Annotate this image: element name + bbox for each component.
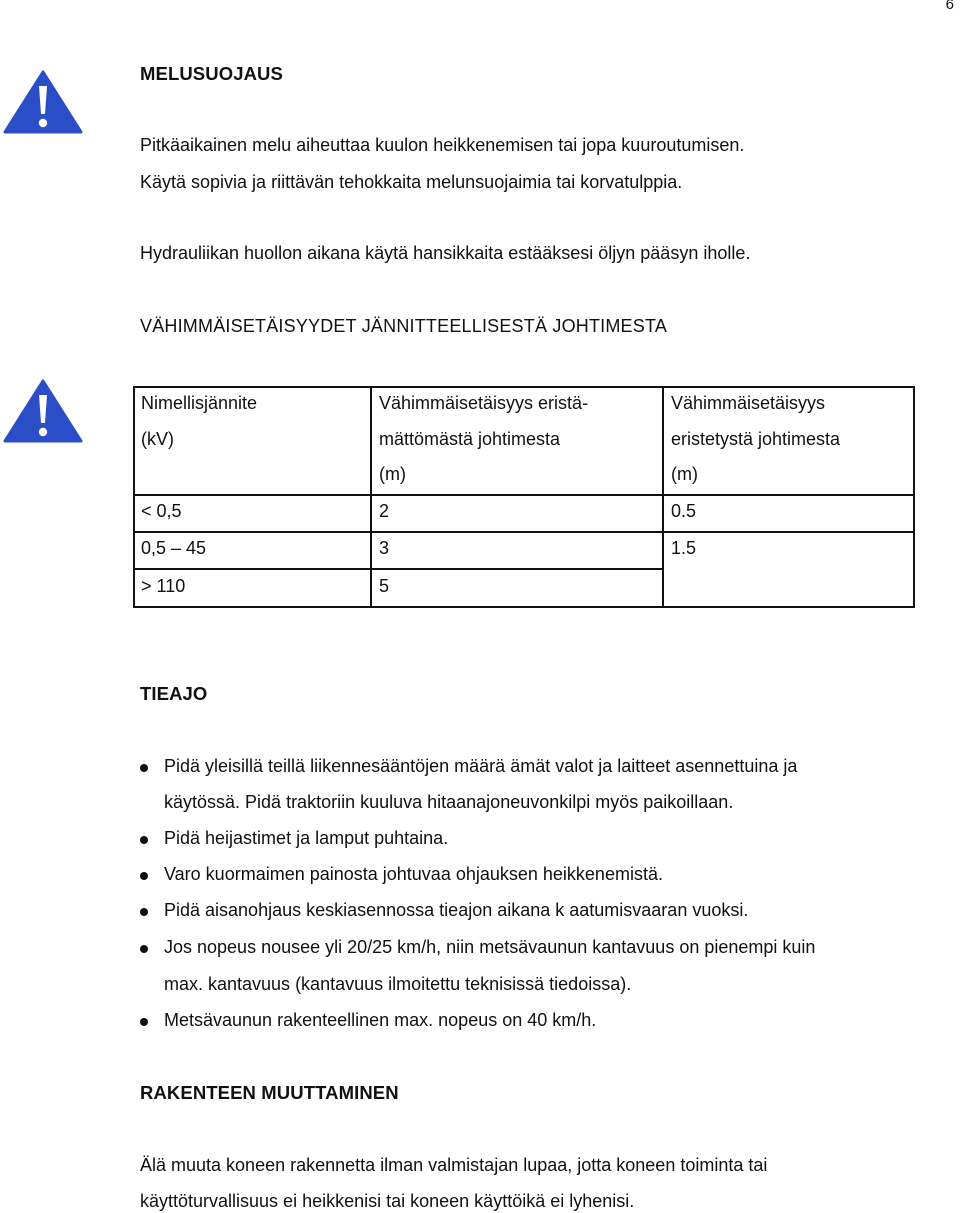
table-row-divider (135, 494, 913, 496)
table-header-insulated-unit: (m) (671, 464, 698, 484)
table-cell: < 0,5 (141, 501, 182, 521)
table-cell: > 110 (141, 576, 186, 596)
table-cell: 3 (379, 538, 390, 558)
table-cell: 0,5 – 45 (141, 538, 207, 558)
table-row-divider (135, 568, 662, 570)
road-rule-line: max. kantavuus (kantavuus ilmoitettu teknisissä tiedoissa). (164, 974, 632, 994)
bullet-icon (140, 872, 148, 880)
section-heading-tieajo: TIEAJO (140, 683, 208, 704)
bullet-icon (140, 764, 148, 772)
table-header-voltage-unit: (kV) (141, 429, 174, 449)
bullet-icon (140, 1018, 148, 1026)
noise-paragraph-line: Käytä sopivia ja riittävän tehokkaita melunsuojaimia tai korvatulppia. (140, 172, 683, 192)
road-rule-line: Pidä aisanohjaus keskiasennossa tieajon aikana k aatumisvaaran vuoksi. (164, 900, 749, 920)
noise-paragraph-line: Pitkäaikainen melu aiheuttaa kuulon heikkenemisen tai jopa kuuroutumisen. (140, 135, 745, 155)
road-rule-line: Varo kuormaimen painosta johtuvaa ohjauksen heikkenemistä. (164, 864, 663, 884)
section-heading-melusuojaus: MELUSUOJAUS (140, 63, 283, 84)
table-header-uninsulated: Vähimmäisetäisyys eristä- (379, 393, 589, 413)
table-row-divider (135, 531, 913, 533)
road-rule-line: käytössä. Pidä traktoriin kuuluva hitaanajoneuvonkilpi myös paikoillaan. (164, 792, 734, 812)
table-header-uninsulated: mättömästä johtimesta (379, 429, 561, 449)
minimum-distance-table (133, 386, 915, 608)
table-header-uninsulated-unit: (m) (379, 464, 406, 484)
road-rule-line: Pidä yleisillä teillä liikennesääntöjen määrä ämät valot ja laitteet asennettuina ja (164, 756, 798, 776)
warning-triangle-icon (3, 379, 83, 443)
road-rule-line: Pidä heijastimet ja lamput puhtaina. (164, 828, 449, 848)
table-cell: 1.5 (671, 538, 697, 558)
section-heading-rakenteen-muuttaminen: RAKENTEEN MUUTTAMINEN (140, 1082, 399, 1103)
modification-paragraph-line: käyttöturvallisuus ei heikkenisi tai koneen käyttöikä ei lyhenisi. (140, 1191, 635, 1211)
road-rule-line: Jos nopeus nousee yli 20/25 km/h, niin metsävaunun kantavuus on pienempi kuin (164, 937, 816, 957)
hydraulics-paragraph-line: Hydrauliikan huollon aikana käytä hansikkaita estääksesi öljyn pääsyn iholle. (140, 243, 751, 263)
table-column-divider (662, 388, 664, 606)
table-column-divider (370, 388, 372, 606)
table-header-voltage: Nimellisjännite (141, 393, 258, 413)
table-cell: 0.5 (671, 501, 697, 521)
modification-paragraph-line: Älä muuta koneen rakennetta ilman valmistajan lupaa, jotta koneen toiminta tai (140, 1155, 768, 1175)
section-title-minimum-distances: VÄHIMMÄISETÄISYYDET JÄNNITTEELLISESTÄ JOHTIMESTA (140, 316, 668, 336)
table-cell: 5 (379, 576, 390, 596)
warning-triangle-icon (3, 70, 83, 134)
bullet-icon (140, 945, 148, 953)
table-cell: 2 (379, 501, 390, 521)
table-header-insulated: eristetystä johtimesta (671, 429, 841, 449)
table-header-insulated: Vähimmäisetäisyys (671, 393, 826, 413)
page-number: 6 (945, 0, 954, 13)
bullet-icon (140, 908, 148, 916)
road-rule-line: Metsävaunun rakenteellinen max. nopeus on 40 km/h. (164, 1010, 597, 1030)
bullet-icon (140, 836, 148, 844)
